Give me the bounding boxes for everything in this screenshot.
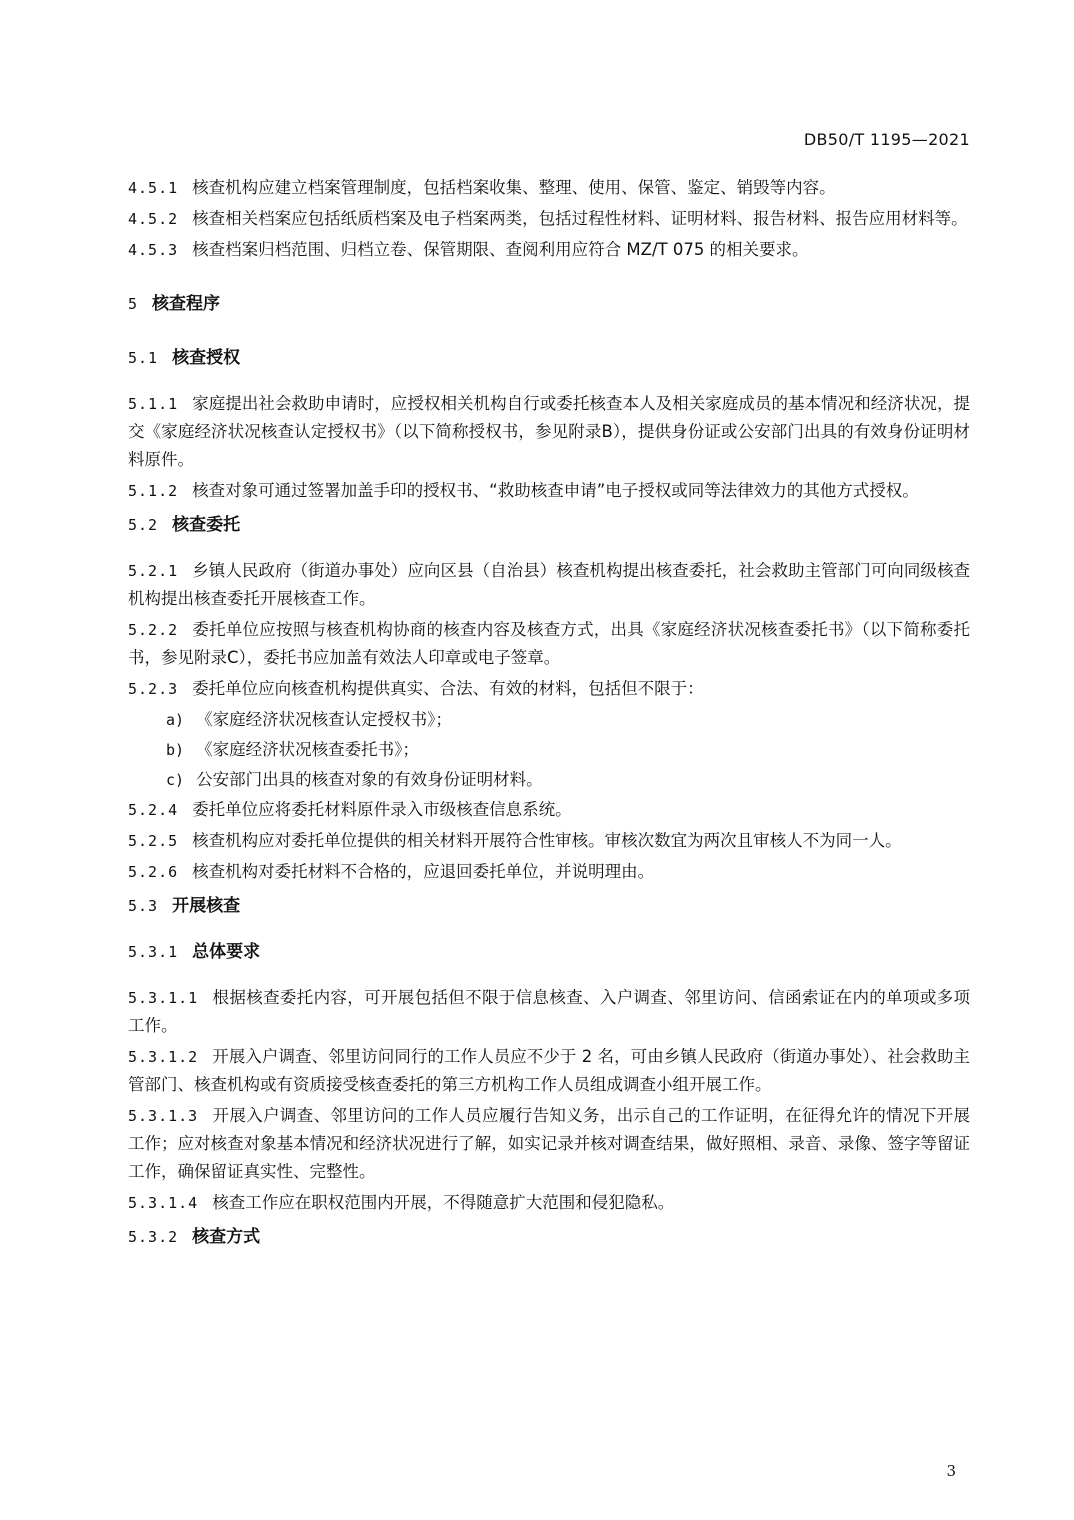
section-title: 核查方式 (192, 1227, 261, 1247)
clause-text: 委托单位应向核查机构提供真实、合法、有效的材料，包括但不限于： (192, 679, 704, 698)
list-marker: c) (166, 771, 185, 789)
section-number: 5.1 (128, 349, 159, 367)
clause-number: 4.5.2 (128, 210, 179, 228)
page-number: 3 (946, 1462, 956, 1480)
clause-number: 4.5.3 (128, 241, 179, 259)
clause-number: 5.1.1 (128, 395, 179, 413)
clause-number: 4.5.1 (128, 179, 179, 197)
section-number: 5.2 (128, 516, 159, 534)
clause-text: 委托单位应将委托材料原件录入市级核查信息系统。 (192, 800, 572, 819)
section-5-3-1-heading (128, 938, 970, 966)
clause-5-3-1-3 (128, 1102, 970, 1186)
clause-number: 5.3.1.3 (128, 1107, 199, 1125)
clause-number: 5.2.5 (128, 832, 179, 850)
list-text: 公安部门出具的核查对象的有效身份证明材料。 (196, 770, 543, 789)
section-5-3-2-heading (128, 1223, 970, 1251)
clause-5-2-2 (128, 616, 970, 672)
clause-5-3-1-2 (128, 1043, 970, 1099)
clause-number: 5.3.1.2 (128, 1048, 199, 1066)
clause-text: 核查对象可通过签署加盖手印的授权书、“救助核查申请”电子授权或同等法律效力的其他方式授权。 (192, 481, 919, 500)
list-text: 《家庭经济状况核查认定授权书》； (196, 710, 452, 729)
clause-text: 核查工作应在职权范围内开展，不得随意扩大范围和侵犯隐私。 (212, 1193, 675, 1212)
clause-number: 5.2.6 (128, 863, 179, 881)
section-number: 5.3.2 (128, 1228, 179, 1246)
clause-text: 开展入户调查、邻里访问的工作人员应履行告知义务，出示自己的工作证明，在征得允许的情况下开展工作；应对核查对象基本情况和经济状况进行了解，如实记录并核对调查结果，做好照相、录音、录像、签字等留证工作，确保留证真实性、完整性。 (128, 1106, 970, 1181)
section-5-heading (128, 290, 970, 318)
document-code: DB50/T 1195—2021 (803, 130, 970, 149)
section-5-1-heading (128, 344, 970, 372)
clause-4-5-2 (128, 205, 970, 233)
clause-5-1-1 (128, 390, 970, 474)
clause-5-2-5 (128, 827, 970, 855)
clause-text: 核查档案归档范围、归档立卷、保管期限、查阅利用应符合 MZ/T 075 的相关要求。 (192, 240, 809, 259)
list-marker: a) (166, 711, 185, 729)
clause-text: 核查机构对委托材料不合格的，应退回委托单位，并说明理由。 (192, 862, 655, 881)
list-item (128, 736, 970, 764)
clause-number: 5.2.3 (128, 680, 179, 698)
clause-text: 核查相关档案应包括纸质档案及电子档案两类，包括过程性材料、证明材料、报告材料、报告应用材料等。 (192, 209, 968, 228)
clause-4-5-1 (128, 174, 970, 202)
clause-number: 5.2.1 (128, 562, 179, 580)
clause-text: 核查机构应对委托单位提供的相关材料开展符合性审核。审核次数宜为两次且审核人不为同一人。 (192, 831, 902, 850)
clause-number: 5.2.4 (128, 801, 179, 819)
list-text: 《家庭经济状况核查委托书》； (196, 740, 419, 759)
list-item (128, 706, 970, 734)
section-title: 总体要求 (192, 942, 261, 962)
clause-text: 开展入户调查、邻里访问同行的工作人员应不少于 2 名，可由乡镇人民政府（街道办事处）、社会救助主管部门、核查机构或有资质接受核查委托的第三方机构工作人员组成调查小组开展工作。 (128, 1047, 970, 1094)
clause-text: 委托单位应按照与核查机构协商的核查内容及核查方式，出具《家庭经济状况核查委托书》（以下简称委托书，参见附录C），委托书应加盖有效法人印章或电子签章。 (128, 620, 970, 667)
clause-4-5-3 (128, 236, 970, 264)
section-number: 5.3.1 (128, 943, 179, 961)
clause-text: 乡镇人民政府（街道办事处）应向区县（自治县）核查机构提出核查委托，社会救助主管部门可向同级核查机构提出核查委托开展核查工作。 (128, 561, 970, 608)
section-title: 开展核查 (172, 896, 241, 916)
section-number: 5 (128, 295, 139, 313)
clause-5-2-6 (128, 858, 970, 886)
clause-5-2-3 (128, 675, 970, 703)
clause-number: 5.3.1.1 (128, 989, 199, 1007)
section-number: 5.3 (128, 897, 159, 915)
clause-number: 5.2.2 (128, 621, 179, 639)
clause-text: 核查机构应建立档案管理制度，包括档案收集、整理、使用、保管、鉴定、销毁等内容。 (192, 178, 836, 197)
section-5-3-heading (128, 892, 970, 920)
clause-number: 5.3.1.4 (128, 1194, 199, 1212)
section-5-2-heading (128, 511, 970, 539)
clause-5-2-1 (128, 557, 970, 613)
list-marker: b) (166, 741, 185, 759)
section-title: 核查委托 (172, 515, 241, 535)
document-body (128, 174, 970, 1269)
clause-number: 5.1.2 (128, 482, 179, 500)
clause-5-1-2 (128, 477, 970, 505)
clause-5-2-4 (128, 796, 970, 824)
clause-text: 家庭提出社会救助申请时，应授权相关机构自行或委托核查本人及相关家庭成员的基本情况和经济状况，提交《家庭经济状况核查认定授权书》（以下简称授权书，参见附录B），提供身份证或公安部门出具的有效身份证明材料原件。 (128, 394, 970, 469)
clause-5-3-1-1 (128, 984, 970, 1040)
section-title: 核查授权 (172, 348, 241, 368)
clause-5-3-1-4 (128, 1189, 970, 1217)
list-item (128, 766, 970, 794)
clause-text: 根据核查委托内容，可开展包括但不限于信息核查、入户调查、邻里访问、信函索证在内的单项或多项工作。 (128, 988, 970, 1035)
section-title: 核查程序 (152, 294, 221, 314)
